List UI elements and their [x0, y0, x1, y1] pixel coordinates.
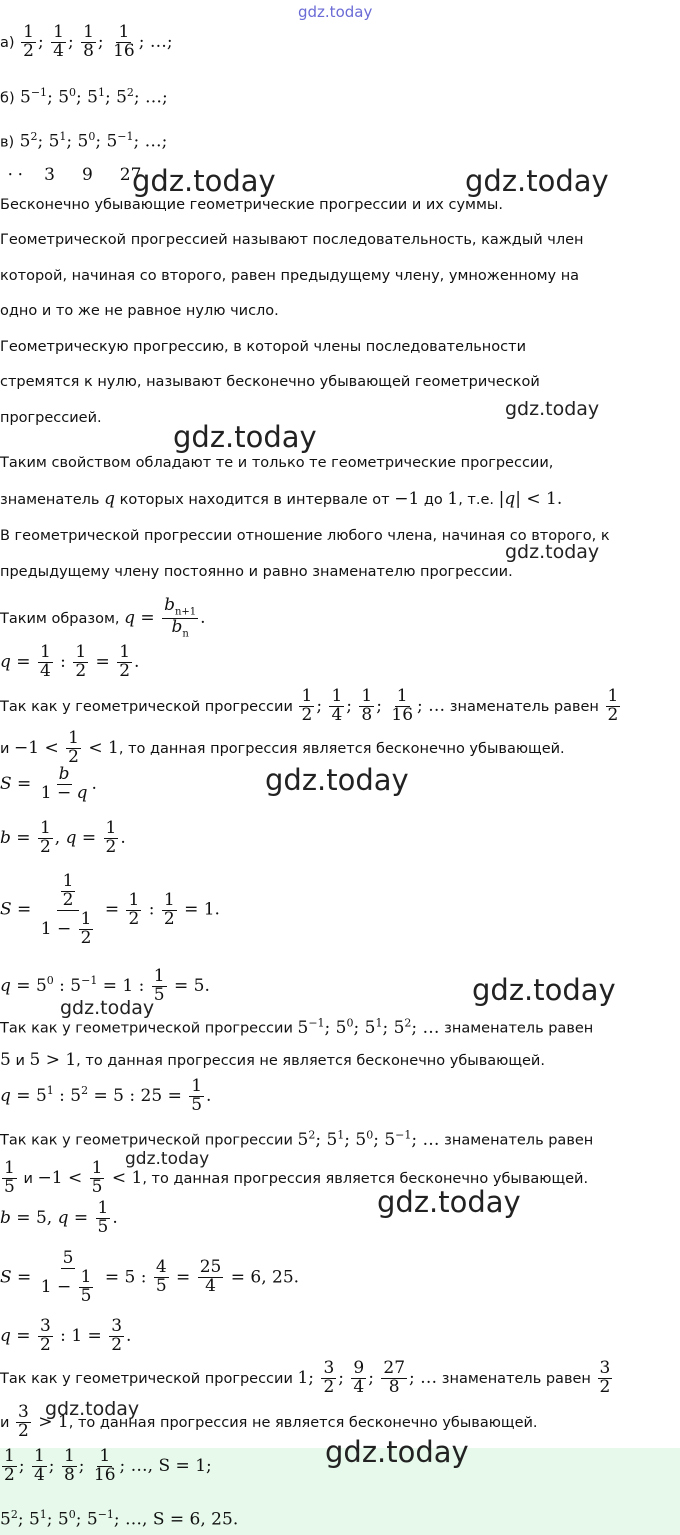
since-b: Так как у геометрической прогрессии $5^{-1}$; $5^0$; $5^1$; $5^2$; … знаменатель равен	[0, 1016, 594, 1038]
since-c: Так как у геометрической прогрессии $5^2$; $5^1$; $5^0$; $5^{-1}$; … знаменатель равен	[0, 1128, 594, 1150]
params-a: b = $\frac{1}{2}$ , q = $\frac{1}{2}$ .	[0, 818, 126, 857]
sum-formula: S = $\frac{b}{1 - q}$ .	[0, 764, 97, 803]
theory-p4-l2: предыдущему члену постоянно и равно знаменателю прогрессии.	[0, 564, 513, 580]
since-b-cont: 5 и 5 > 1, то данная прогрессия не является бесконечно убывающей.	[0, 1050, 545, 1070]
theory-p2-l1: Геометрическую прогрессию, в которой члены последовательности	[0, 339, 526, 355]
watermark: gdz.today	[505, 541, 600, 563]
theory-p3-l1: Таким свойством обладают те и только те геометрические прогрессии,	[0, 455, 554, 471]
since-d-cont: и $\frac{3}{2}$ > 1, то данная прогрессия не является бесконечно убывающей.	[0, 1402, 538, 1441]
theory-p1-l3: одно и то же не равное нулю число.	[0, 303, 279, 319]
since-a-cont: и −1 < $\frac{1}{2}$ < 1, то данная прогрессия является бесконечно убывающей.	[0, 728, 565, 767]
q-calc-b: $q = 5^0$ : $5^{-1} = 1$ : $\frac{1}{5}$ = 5.	[0, 966, 210, 1005]
watermark: gdz.today	[45, 1398, 140, 1420]
watermark: gdz.today	[377, 1185, 521, 1219]
answer-b: $5^2$; $5^1$; $5^0$; $5^{-1}$; …, S = 6, 25.	[0, 1508, 239, 1530]
theory-title: Бесконечно убывающие геометрические прогрессии и их суммы.	[0, 197, 503, 213]
task-b: б) $5^{-1}$; $5^0$; $5^1$; $5^2$; …;	[0, 86, 168, 108]
since-a: Так как у геометрической прогрессии $\frac{1}{2}$ ; $\frac{1}{4}$ ; $\frac{1}{8}$ ; $\frac{1}{16}$ ; … знаменатель равен $\frac{1}{2}$	[0, 686, 619, 725]
since-c-cont: $\frac{1}{5}$ и −1 < $\frac{1}{5}$ < 1, то данная прогрессия является бесконечно убывающей.	[4, 1158, 589, 1197]
ratio-formula: Таким образом, q = $\frac{b_{n+1}}{b_n}$ .	[0, 595, 206, 640]
theory-p3-l2: знаменатель q которых находится в интервале от −1 до 1, т.е. |q| < 1.	[0, 489, 563, 509]
watermark: gdz.today	[125, 1149, 210, 1169]
watermark: gdz.today	[505, 398, 600, 420]
theory-p4-l1: В геометрической прогрессии отношение любого члена, начиная со второго, к	[0, 528, 610, 544]
q-calc-a: q = $\frac{1}{4}$ : $\frac{1}{2}$ = $\frac{1}{2}$ .	[0, 642, 140, 681]
watermark: gdz.today	[465, 164, 609, 198]
theory-p2-l3: прогрессией.	[0, 410, 102, 426]
theory-p2-l2: стремятся к нулю, называют бесконечно убывающей геометрической	[0, 374, 540, 390]
site-logo[interactable]: gdz.today	[298, 3, 373, 21]
task-a: а) $\frac{1}{2}$ ; $\frac{1}{4}$ ; $\frac{1}{8}$ ; $\frac{1}{16}$ ; …;	[0, 22, 173, 61]
task-d-fragment: ⸱ ⸱ 3 9 27	[8, 165, 142, 185]
watermark: gdz.today	[472, 973, 616, 1007]
q-calc-d: q = $\frac{3}{2}$ : 1 = $\frac{3}{2}$ .	[0, 1316, 132, 1355]
theory-p1-l2: которой, начиная со второго, равен предыдущему члену, умноженному на	[0, 268, 580, 284]
watermark: gdz.today	[60, 997, 155, 1019]
task-c: в) $5^2$; $5^1$; $5^0$; $5^{-1}$; …;	[0, 130, 168, 152]
watermark: gdz.today	[325, 1435, 469, 1469]
watermark: gdz.today	[173, 420, 317, 454]
since-d: Так как у геометрической прогрессии 1; $\frac{3}{2}$ ; $\frac{9}{4}$ ; $\frac{27}{8}$ ; … знаменатель равен $\frac{3}{2}$	[0, 1358, 611, 1397]
watermark: gdz.today	[132, 164, 276, 198]
answer-a: $\frac{1}{2}$ ; $\frac{1}{4}$ ; $\frac{1}{8}$ ; $\frac{1}{16}$ ; …, S = 1;	[4, 1446, 212, 1485]
watermark: gdz.today	[265, 763, 409, 797]
params-c: b = 5, q = $\frac{1}{5}$ .	[0, 1198, 118, 1237]
q-calc-c: $q = 5^1$ : $5^2 = 5$ : 25 = $\frac{1}{5}$ .	[0, 1076, 212, 1115]
sum-calc-a: S = $\frac{1}{2}$ 1 − $\frac{1}{2}$ = $\frac{1}{2}$ : $\frac{1}{2}$ = 1.	[0, 871, 220, 948]
theory-p1-l1: Геометрической прогрессией называют последовательность, каждый член	[0, 232, 584, 248]
sum-calc-c: S = 5 1 − $\frac{1}{5}$ = 5 : $\frac{4}{5}$ = $\frac{25}{4}$ = 6, 25.	[0, 1248, 300, 1306]
